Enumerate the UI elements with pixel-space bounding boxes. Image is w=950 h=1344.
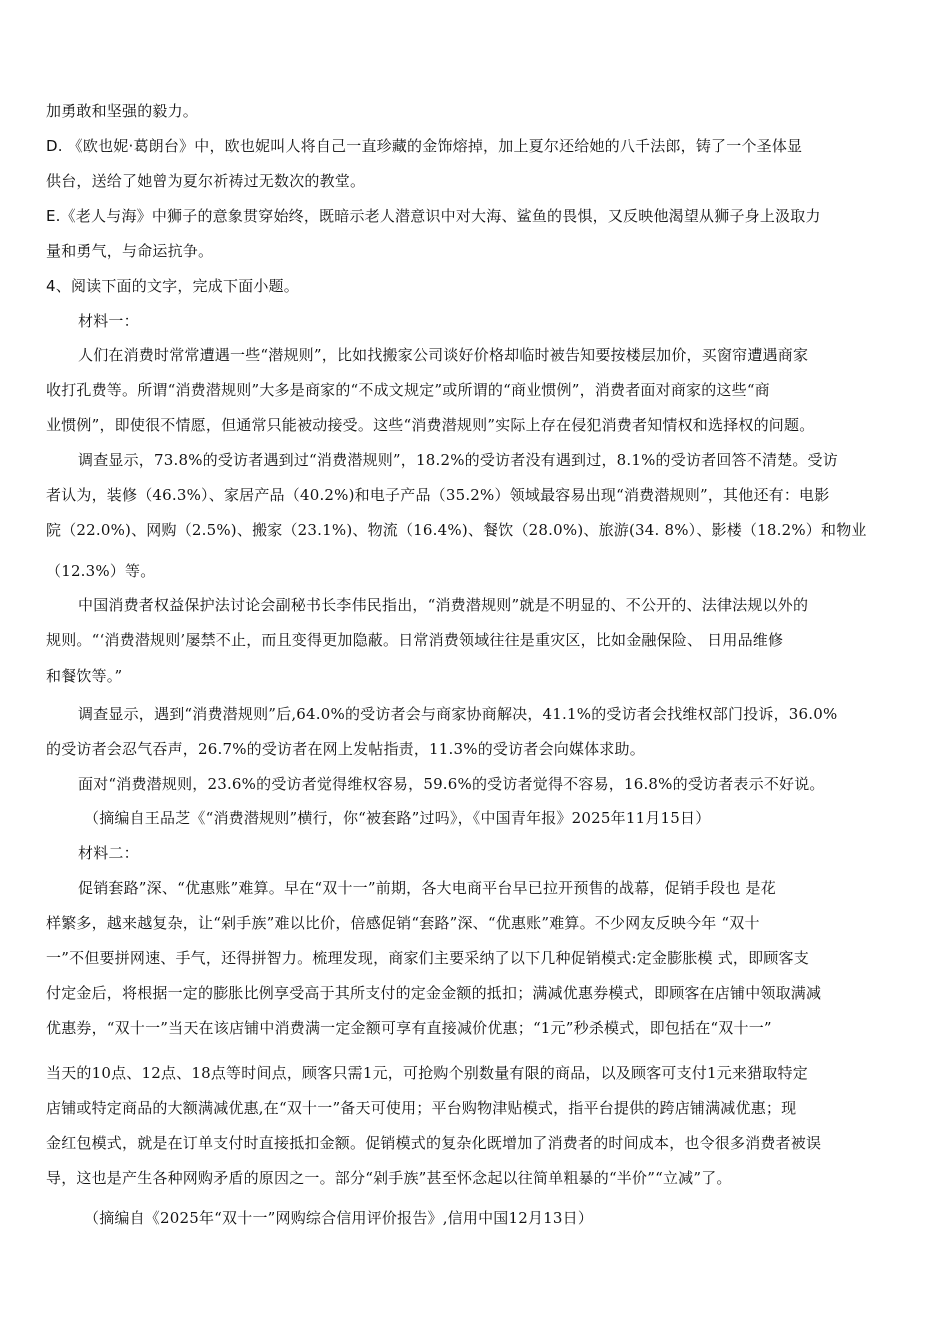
text-line: 店铺或特定商品的大额满减优惠,在“双十一”备天可使用；平台购物津贴模式，指平台提供的跨店铺满减优惠；现 xyxy=(46,1099,797,1117)
text-line: 收打孔费等。所谓“消费潜规则”大多是商家的“不成文规定”或所谓的“商业惯例”，消费者面对商家的这些“商 xyxy=(46,381,770,399)
material-one-heading: 材料一： xyxy=(78,312,139,330)
text-line: 面对“消费潜规则，23.6%的受访者觉得维权容易，59.6%的受访者觉得不容易，16.8%的受访者表示不好说。 xyxy=(78,775,825,793)
material-two-heading: 材料二： xyxy=(78,844,139,862)
option-d-line: D. 《欧也妮·葛朗台》中，欧也妮叫人将自己一直珍藏的金饰熔掉，加上夏尔还给她的八千法郎，铸了一个圣体显 xyxy=(46,137,803,155)
text-line: 量和勇气，与命运抗争。 xyxy=(46,242,214,260)
text-line: 院（22.0%)、网购（2.5%)、搬家（23.1%)、物流（16.4%)、餐饮（28.0%)、旅游(34. 8%）、影楼（18.2%）和物业 xyxy=(46,521,867,539)
text-line: 的受访者会忍气吞声，26.7%的受访者在网上发帖指责，11.3%的受访者会向媒体求助。 xyxy=(46,740,645,758)
text-line: 加勇敢和坚强的毅力。 xyxy=(46,102,199,120)
text-line: 金红包模式，就是在订单支付时直接抵扣金额。促销模式的复杂化既增加了消费者的时间成本，也令很多消费者被误 xyxy=(46,1134,822,1152)
text-line: 规则。“‘消费潜规则’屡禁不止，而且变得更加隐蔽。日常消费领域往往是重灾区，比如金融保险、 日用品维修 xyxy=(46,631,784,649)
text-line: 促销套路”深、“优惠账”难算。早在“双十一”前期，各大电商平台早已拉开预售的战幕，促销手段也 是花 xyxy=(78,879,776,897)
text-line: 业惯例”，即使很不情愿，但通常只能被动接受。这些“消费潜规则”实际上存在侵犯消费者知情权和选择权的问题。 xyxy=(46,416,815,434)
text-line: 调查显示，73.8%的受访者遇到过“消费潜规则”，18.2%的受访者没有遇到过，8.1%的受访者回答不清楚。受访 xyxy=(78,451,838,469)
text-line: 付定金后，将根据一定的膨胀比例享受高于其所支付的定金金额的抵扣；满减优惠券模式，即顾客在店铺中领取满减 xyxy=(46,984,822,1002)
question-heading: 4、阅读下面的文字，完成下面小题。 xyxy=(46,277,299,295)
text-line: 供台，送给了她曾为夏尔祈祷过无数次的教堂。 xyxy=(46,172,366,190)
source-citation: （摘编自王品芝《“消费潜规则”横行，你“被套路”过吗》，《中国青年报》2025年11月15日） xyxy=(84,809,711,827)
text-line: 一”不但要拼网速、手气，还得拼智力。梳理发现，商家们主要采纳了以下几种促销模式:定金膨胀模 式，即顾客支 xyxy=(46,949,809,967)
option-e-line: E.《老人与海》中狮子的意象贯穿始终，既暗示老人潜意识中对大海、鲨鱼的畏惧，又反映他渴望从狮子身上汲取力 xyxy=(46,207,821,225)
text-line: 和餐饮等。” xyxy=(46,667,123,685)
text-line: （12.3%）等。 xyxy=(46,562,156,580)
text-line: 当天的10点、12点、18点等时间点，顾客只需1元，可抢购个别数量有限的商品，以及顾客可支付1元来猎取特定 xyxy=(46,1064,808,1082)
text-line: 人们在消费时常常遭遇一些“潜规则”，比如找搬家公司谈好价格却临时被告知要按楼层加价，买窗帘遭遇商家 xyxy=(78,346,809,364)
text-line: 样繁多，越来越复杂，让“剁手族”难以比价，倍感促销“套路”深、“优惠账”难算。不少网友反映今年 “双十 xyxy=(46,914,760,932)
text-line: 者认为，装修（46.3%）、家居产品（40.2%)和电子产品（35.2%）领域最容易出现“消费潜规则”，其他还有：电影 xyxy=(46,486,830,504)
source-citation: （摘编自《2025年“双十一”网购综合信用评价报告》,信用中国12月13日） xyxy=(84,1209,594,1227)
text-line: 导，这也是产生各种网购矛盾的原因之一。部分“剁手族”甚至怀念起以往简单粗暴的“半价”“立减”了。 xyxy=(46,1169,732,1187)
text-line: 调查显示，遇到“消费潜规则”后,64.0%的受访者会与商家协商解决，41.1%的受访者会找维权部门投诉，36.0% xyxy=(78,705,838,723)
text-line: 优惠券，“双十一”当天在该店铺中消费满一定金额可享有直接减价优惠；“1元”秒杀模式，即包括在“双十一” xyxy=(46,1019,772,1037)
text-line: 中国消费者权益保护法讨论会副秘书长李伟民指出，“消费潜规则”就是不明显的、不公开的、法律法规以外的 xyxy=(78,596,809,614)
